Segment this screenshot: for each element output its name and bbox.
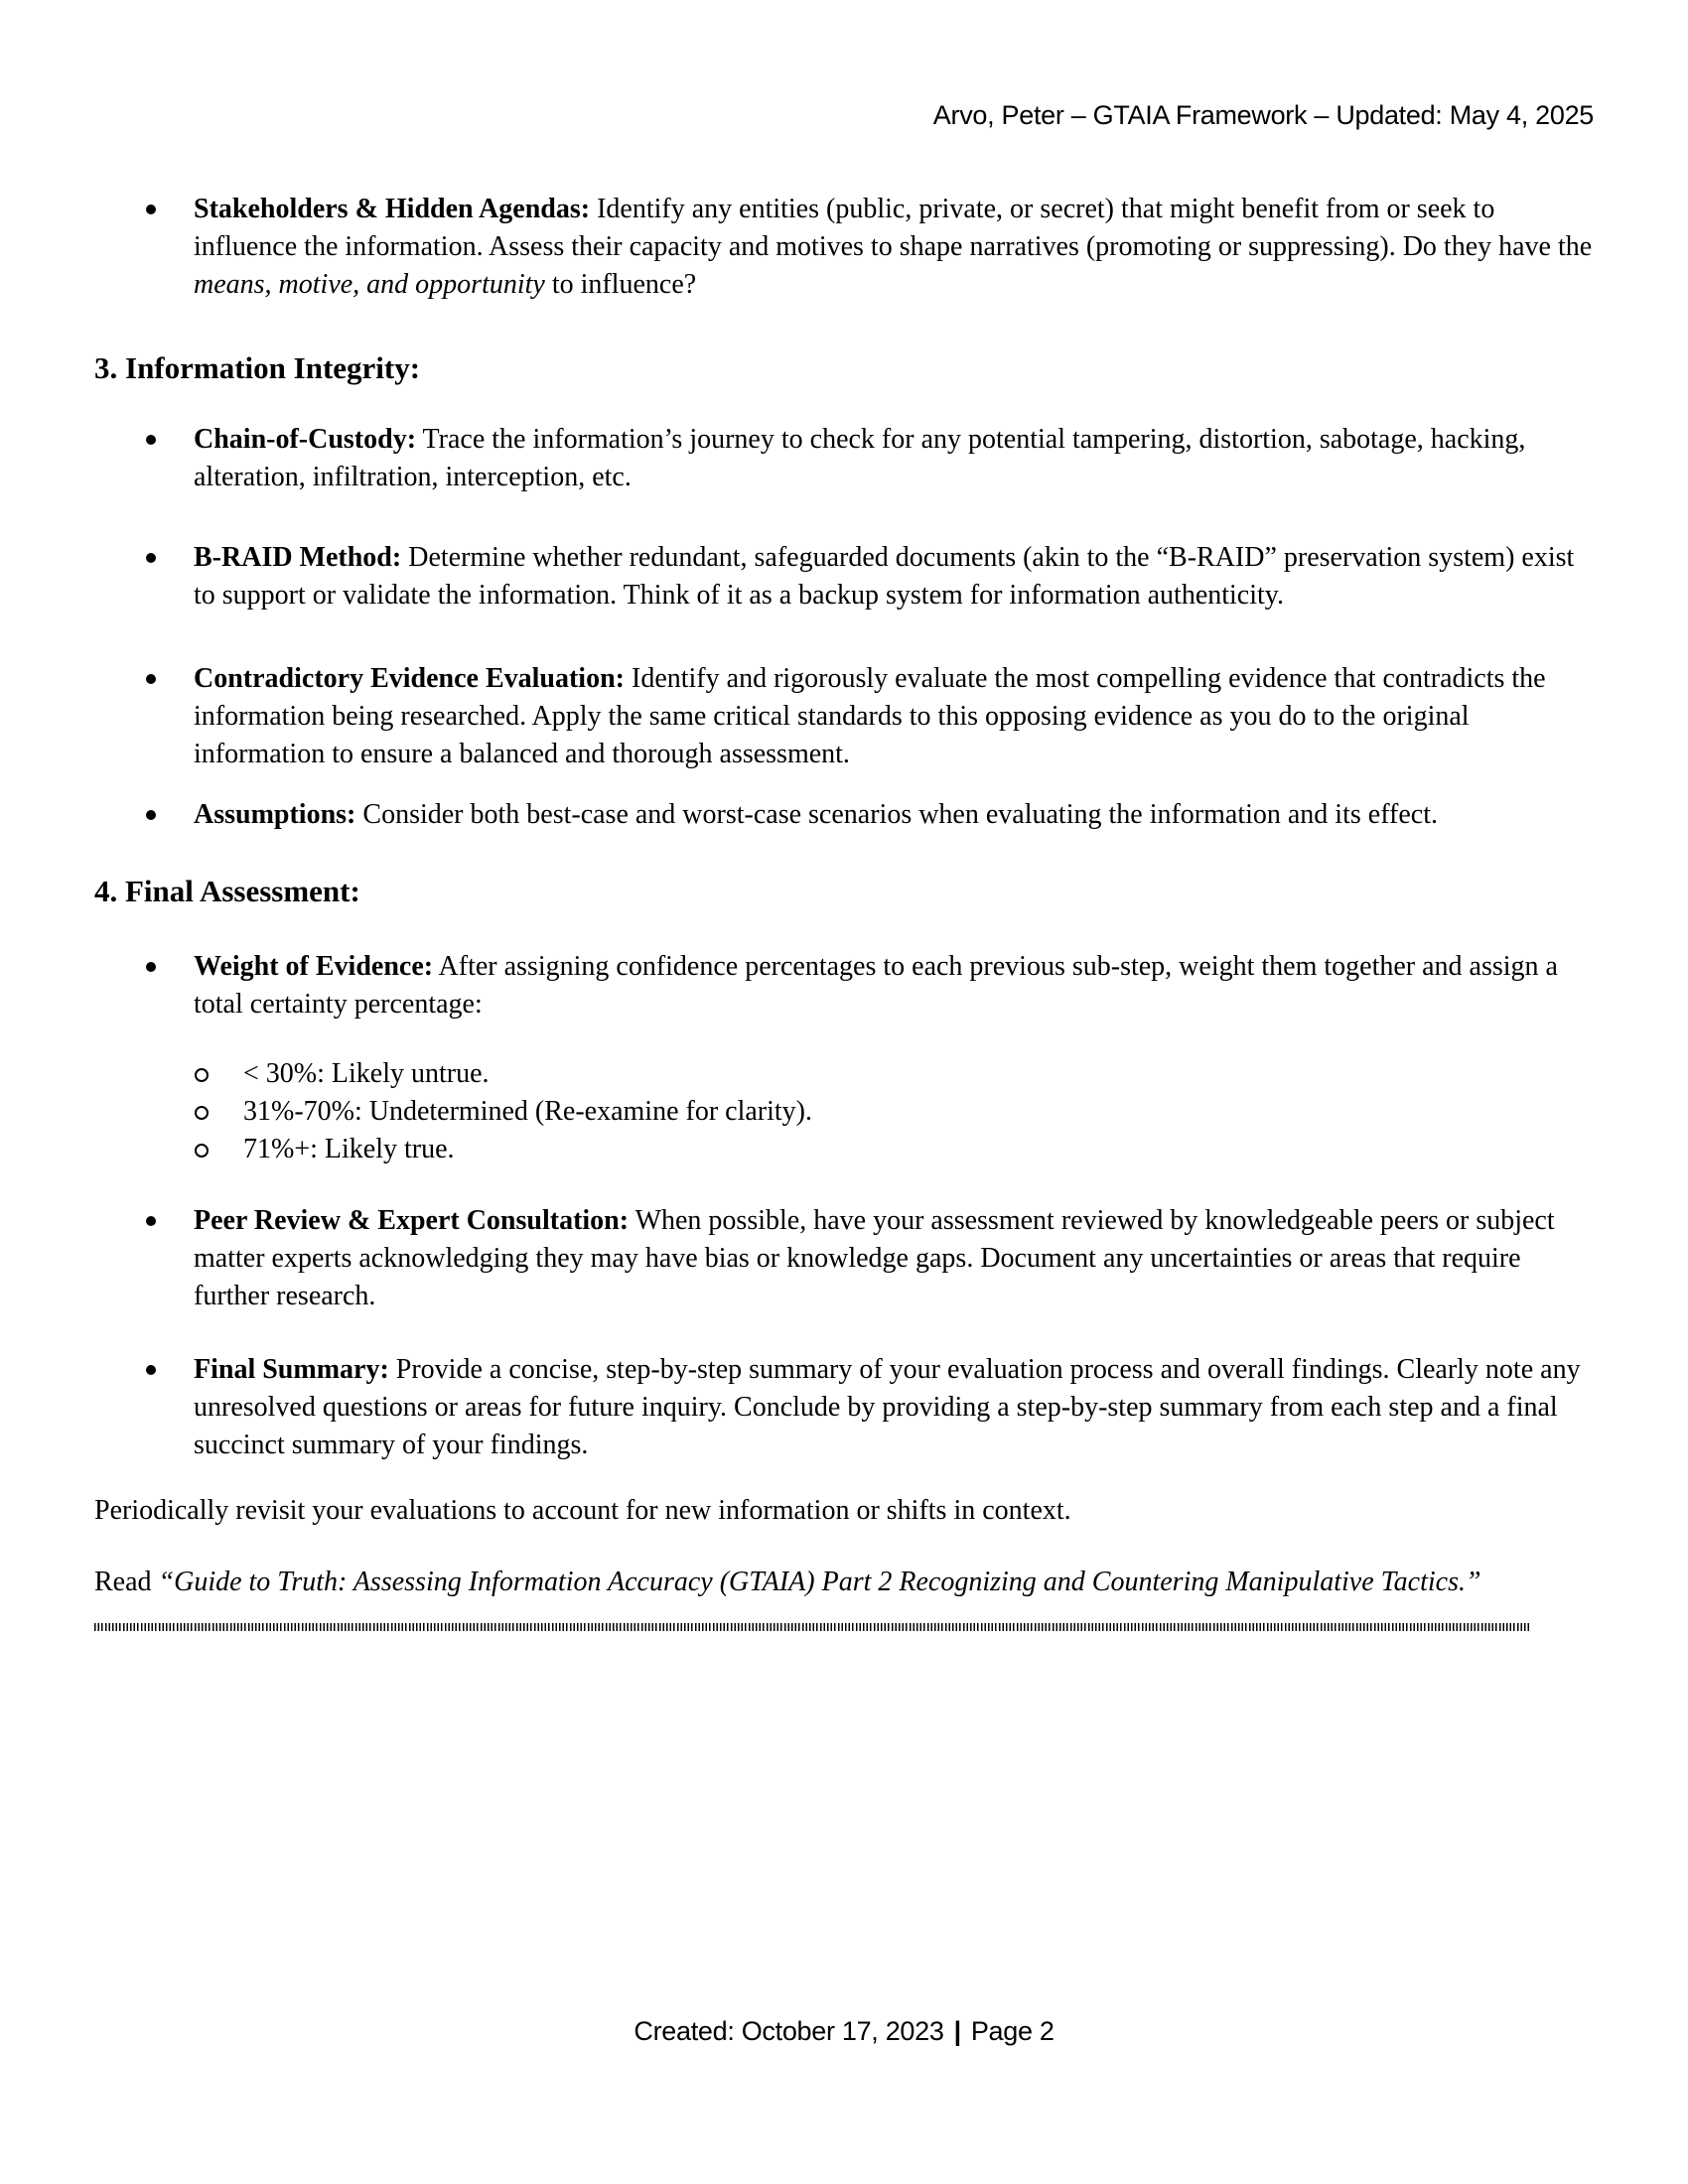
- bullet-body: Provide a concise, step-by-step summary of your evaluation process and overall findings. Clearly note any unresolved questions or areas for future inquiry. Conclude by providing a step-by-step summary from each step and a final succinct summary of your findings.: [194, 1354, 1581, 1460]
- bullet-icon: [144, 948, 194, 986]
- bullet-lead: Chain-of-Custody:: [194, 424, 417, 455]
- section-heading-final-assessment: 4. Final Assessment:: [94, 874, 360, 908]
- bullet-text: [194, 660, 1594, 773]
- bullet-body: Determine whether redundant, safeguarded documents (akin to the “B-RAID” preservation system) exist to support or validate the information. Think of it as a backup system for information authenticity.: [194, 542, 1575, 611]
- header-text: Arvo, Peter – GTAIA Framework – Updated: May 4, 2025: [932, 100, 1594, 130]
- bullet-icon: [144, 796, 194, 834]
- sub-bullet-text: 71%+: Likely true.: [243, 1134, 455, 1164]
- read-citation-title: “Guide to Truth: Assessing Information Accuracy (GTAIA) Part 2 Recognizing and Countering Manipulative Tactics.”: [158, 1567, 1481, 1597]
- bullet-lead: Final Summary:: [194, 1354, 389, 1385]
- read-label: Read: [94, 1567, 159, 1597]
- bullet-icon: [144, 191, 194, 228]
- bullet-text: [194, 539, 1594, 614]
- hollow-circle-icon: [195, 1106, 209, 1120]
- bullet-dot-icon: [146, 1216, 156, 1226]
- footer-separator: |: [953, 2016, 961, 2046]
- bullet-icon: [144, 539, 194, 577]
- bullet-body: When possible, have your assessment reviewed by knowledgeable peers or subject matter experts acknowledging they may have bias or knowledge gaps. Document any uncertainties or areas that require further research.: [194, 1205, 1555, 1311]
- bullet-lead: Contradictory Evidence Evaluation:: [194, 663, 625, 694]
- bullet-icon: [144, 660, 194, 698]
- footer-created-text: Created: October 17, 2023: [633, 2016, 944, 2046]
- sub-bullet-icon: [194, 1131, 243, 1168]
- bullet-body: Consider both best-case and worst-case scenarios when evaluating the information and its effect.: [355, 799, 1438, 830]
- bullet-item-weight-of-evidence: [94, 948, 1594, 1024]
- bullet-item-assumptions: [94, 796, 1594, 834]
- closing-paragraph: Periodically revisit your evaluations to account for new information or shifts in context.: [94, 1495, 1071, 1526]
- section-heading-information-integrity: 3. Information Integrity:: [94, 350, 421, 385]
- bullet-lead: Weight of Evidence:: [194, 951, 434, 982]
- bullet-body: Identify any entities (public, private, or secret) that might benefit from or seek to influence the information. Assess their capacity and motives to shape narratives (promoting or suppressing). Do they have the: [194, 194, 1593, 262]
- bullet-body: to influence?: [544, 269, 697, 300]
- bullet-italic-phrase: means, motive, and opportunity: [194, 269, 545, 300]
- bullet-icon: [144, 421, 194, 459]
- bullet-dot-icon: [146, 435, 156, 445]
- bullet-body: Identify and rigorously evaluate the most compelling evidence that contradicts the information being researched. Apply the same critical standards to this opposing evidence as you do to the original information to ensure a balanced and thorough assessment.: [194, 663, 1546, 769]
- bullet-item-chain-of-custody: [94, 421, 1594, 496]
- bullet-item-contradictory-evidence: [94, 660, 1594, 773]
- bullet-lead: Stakeholders & Hidden Agendas:: [194, 194, 591, 224]
- dotted-divider-line: [94, 1623, 1529, 1631]
- bullet-text: [194, 1351, 1594, 1464]
- bullet-icon: [144, 1351, 194, 1389]
- bullet-dot-icon: [146, 1365, 156, 1375]
- sub-bullet-item-31-70: [94, 1093, 1594, 1131]
- sub-bullet-item-below-30: [94, 1055, 1594, 1093]
- bullet-text: [194, 191, 1594, 304]
- page-footer: [0, 2013, 1688, 2049]
- bullet-lead: Peer Review & Expert Consultation:: [194, 1205, 630, 1236]
- bullet-text: [194, 796, 1594, 834]
- bullet-dot-icon: [146, 674, 156, 684]
- bullet-item-braid-method: [94, 539, 1594, 614]
- sub-bullet-icon: [194, 1093, 243, 1131]
- bullet-item-stakeholders: [94, 191, 1594, 304]
- bullet-dot-icon: [146, 205, 156, 214]
- hollow-circle-icon: [195, 1144, 209, 1158]
- bullet-dot-icon: [146, 553, 156, 563]
- bullet-text: [194, 421, 1594, 496]
- sub-bullet-text: < 30%: Likely untrue.: [243, 1058, 490, 1089]
- bullet-dot-icon: [146, 962, 156, 972]
- bullet-item-final-summary: [94, 1351, 1594, 1464]
- bullet-body: After assigning confidence percentages to each previous sub-step, weight them together and assign a total certainty percentage:: [194, 951, 1558, 1020]
- bullet-dot-icon: [146, 810, 156, 820]
- footer-page-number: Page 2: [970, 2016, 1055, 2046]
- bullet-text: [194, 948, 1594, 1024]
- page-header: [94, 97, 1594, 133]
- hollow-circle-icon: [195, 1068, 209, 1082]
- bullet-lead: B-RAID Method:: [194, 542, 402, 573]
- sub-bullet-icon: [194, 1055, 243, 1093]
- sub-bullet-text: 31%-70%: Undetermined (Re-examine for clarity).: [243, 1096, 813, 1127]
- sub-bullet-item-71-plus: [94, 1131, 1594, 1168]
- bullet-body: Trace the information’s journey to check for any potential tampering, distortion, sabotage, hacking, alteration, infiltration, interception, etc.: [194, 424, 1526, 492]
- bullet-item-peer-review: [94, 1202, 1594, 1315]
- bullet-lead: Assumptions:: [194, 799, 356, 830]
- bullet-icon: [144, 1202, 194, 1240]
- read-paragraph: [94, 1564, 1594, 1601]
- bullet-text: [194, 1202, 1594, 1315]
